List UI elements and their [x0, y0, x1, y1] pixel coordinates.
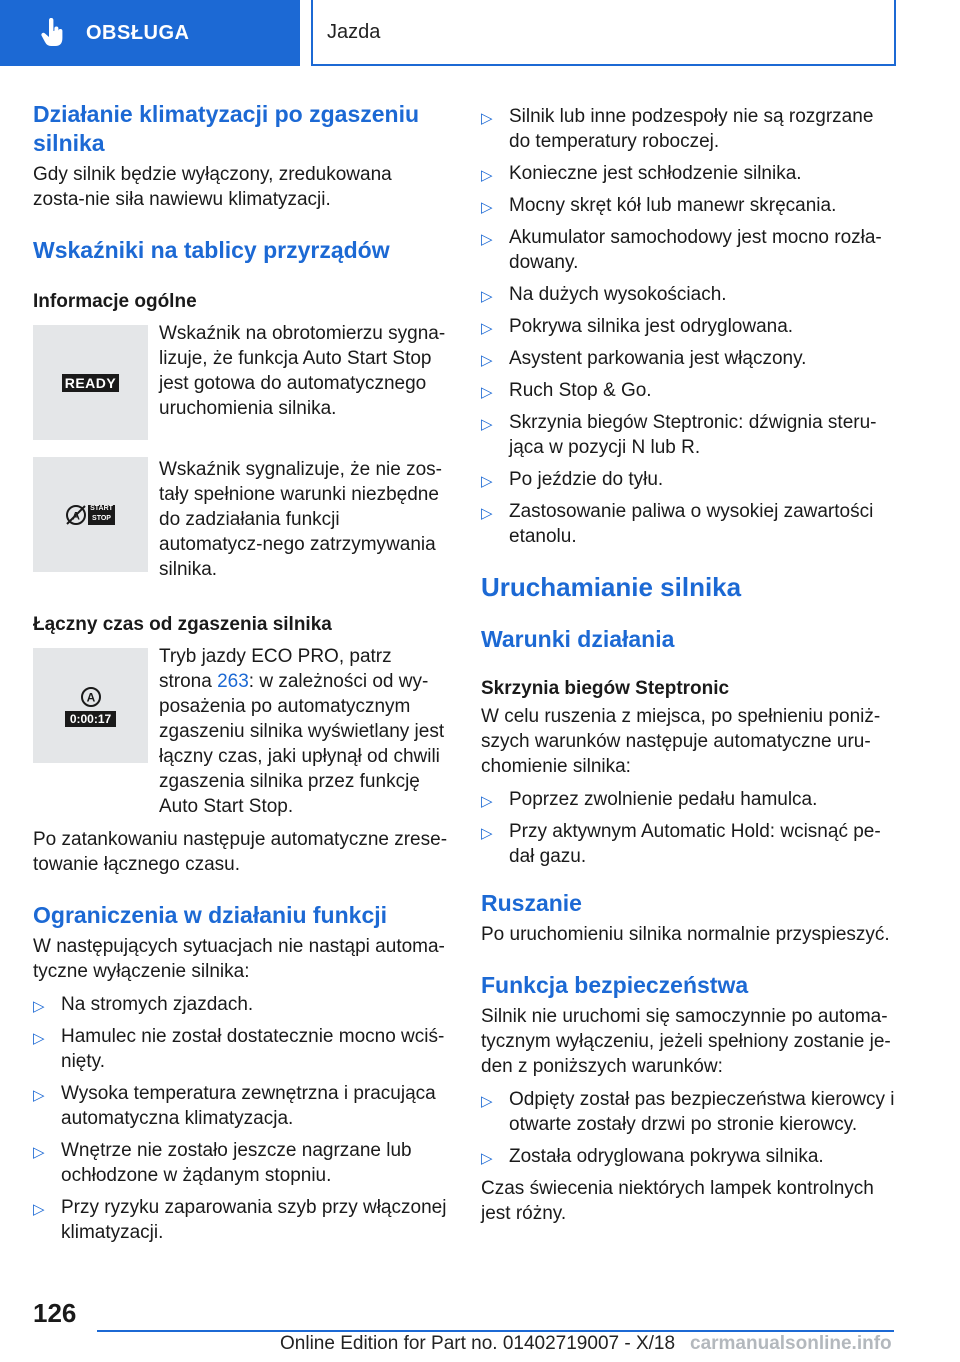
triangle-right-icon: ▷ — [33, 1201, 45, 1218]
list-item: ▷ Zastosowanie paliwa o wysokiej zawartości etanolu. — [481, 501, 874, 547]
stop-indicator-text: Wskaźnik sygnalizuje, że nie zos-tały spełnione warunki niezbędne do zadziałania funkcji automatycz-nego zatrzymywania silnika. — [159, 459, 442, 580]
right-column — [481, 100, 896, 1226]
section-tab-obsluga — [0, 0, 300, 66]
heading-ruszanie: Ruszanie — [481, 890, 582, 916]
timer-indicator-image — [33, 648, 148, 763]
list-item: ▷ Odpięty został pas bezpieczeństwa kierowcy i otwarte zostały drzwi po stronie kierowcy. — [481, 1089, 895, 1135]
para-ograniczenia: W następujących sytuacjach nie nastąpi automa-tyczne wyłączenie silnika: — [33, 936, 445, 982]
section-label: OBSŁUGA — [86, 21, 190, 44]
list-item: ▷ Silnik lub inne podzespoły nie są rozgrzane do temperatury roboczej. — [481, 106, 874, 152]
page-number: 126 — [33, 1298, 77, 1328]
start-stop-badge: START STOP — [90, 505, 113, 522]
para-klimatyzacja: Gdy silnik będzie wyłączony, zredukowana zosta-nie siła nawiewu klimatyzacji. — [33, 164, 392, 210]
chapter-label: Jazda — [327, 20, 381, 43]
heading-bezpieczenstwo: Funkcja bezpieczeństwa — [481, 972, 749, 998]
heading-warunki: Warunki działania — [481, 626, 675, 652]
timer-text-b: : w zależności od wy-posażenia po automatycznym zgaszeniu silnika wyświetlany jest łączny czas, jaki upłynął od chwili zgaszenia silnika przez funkcję Auto Start Stop. — [159, 671, 445, 817]
list-item: ▷ Przy ryzyku zaparowania szyb przy włączonej klimatyzacji. — [33, 1197, 447, 1243]
triangle-right-icon: ▷ — [481, 320, 493, 337]
triangle-right-icon: ▷ — [481, 473, 493, 490]
ograniczenia-list-continued — [481, 104, 896, 549]
ograniczenia-list — [33, 992, 448, 1245]
svg-text:A: A — [86, 690, 95, 704]
triangle-right-icon: ▷ — [481, 231, 493, 248]
footer-divider — [97, 1330, 894, 1332]
triangle-right-icon: ▷ — [481, 110, 493, 127]
triangle-right-icon: ▷ — [33, 1087, 45, 1104]
list-item: ▷ Na dużych wysokościach. — [481, 282, 896, 307]
list-item: ▷ Pokrywa silnika jest odryglowana. — [481, 314, 896, 339]
heading-laczny-czas: Łączny czas od zgaszenia silnika — [33, 614, 332, 635]
list-item: ▷ Akumulator samochodowy jest mocno rozła-dowany. — [481, 227, 882, 273]
warunki-list — [481, 787, 896, 869]
ready-indicator-text: Wskaźnik na obrotomierzu sygna-lizuje, że funkcja Auto Start Stop jest gotowa do automatycznego uruchomienia silnika. — [159, 323, 446, 419]
timer-readout: 0:00:17 — [65, 711, 116, 727]
triangle-right-icon: ▷ — [481, 199, 493, 216]
para-ruszanie: Po uruchomieniu silnika normalnie przyspieszyć. — [481, 924, 890, 945]
triangle-right-icon: ▷ — [481, 384, 493, 401]
triangle-right-icon: ▷ — [33, 1144, 45, 1161]
auto-start-stop-icon — [79, 685, 103, 709]
svg-text:A: A — [71, 510, 80, 522]
heading-uruchamianie: Uruchamianie silnika — [481, 572, 742, 602]
list-item: ▷ Skrzynia biegów Steptronic: dźwignia steru-jąca w pozycji N lub R. — [481, 412, 877, 458]
list-item: ▷ Została odryglowana pokrywa silnika. — [481, 1144, 896, 1169]
para-bezpieczenstwo: Silnik nie uruchomi się samoczynnie po automa-tycznym wyłączeniu, jeżeli spełniony zostanie je-den z poniższych warunków: — [481, 1006, 891, 1077]
page-link-263[interactable]: 263 — [217, 671, 249, 692]
list-item: ▷ Konieczne jest schłodzenie silnika. — [481, 161, 896, 186]
timer-text-a: Tryb jazdy ECO PRO, patrz strona — [159, 646, 392, 692]
triangle-right-icon: ▷ — [481, 505, 493, 522]
list-item: ▷ Ruch Stop & Go. — [481, 378, 896, 403]
para-zatankowanie: Po zatankowaniu następuje automatyczne zrese-towanie łącznego czasu. — [33, 829, 448, 875]
list-item: ▷ Poprzez zwolnienie pedału hamulca. — [481, 787, 896, 812]
chapter-tab-jazda — [311, 0, 896, 66]
list-item: ▷ Po jeździe do tyłu. — [481, 467, 896, 492]
heading-ograniczenia: Ograniczenia w działaniu funkcji — [33, 902, 388, 928]
para-warunki: W celu ruszenia z miejsca, po spełnieniu poniż-szych warunków następuje automatyczne uru-chomienie silnika: — [481, 706, 881, 777]
triangle-right-icon: ▷ — [33, 1030, 45, 1047]
triangle-right-icon: ▷ — [481, 416, 493, 433]
triangle-right-icon: ▷ — [481, 825, 493, 842]
start-stop-off-image — [33, 457, 148, 572]
list-item: ▷ Asystent parkowania jest włączony. — [481, 346, 896, 371]
bezpieczenstwo-list — [481, 1087, 896, 1169]
triangle-right-icon: ▷ — [481, 793, 493, 810]
list-item: ▷ Wysoka temperatura zewnętrzna i pracująca automatyczna klimatyzacja. — [33, 1083, 436, 1129]
hand-pointer-icon — [40, 18, 66, 48]
page-header — [0, 0, 960, 66]
footer-edition: Online Edition for Part no. 01402719007 - X/18 — [280, 1333, 676, 1354]
ready-indicator-row — [33, 321, 448, 437]
watermark: carmanualsonline.info — [690, 1333, 892, 1354]
heading-klimatyzacja: Działanie klimatyzacji po zgaszeniu silnika — [33, 101, 420, 156]
triangle-right-icon: ▷ — [33, 998, 45, 1015]
ready-indicator-image — [33, 325, 148, 440]
list-item: ▷ Wnętrze nie zostało jeszcze nagrzane lub ochłodzone w żądanym stopniu. — [33, 1140, 412, 1186]
list-item: ▷ Przy aktywnym Automatic Hold: wcisnąć pe-dał gazu. — [481, 821, 881, 867]
left-column — [33, 100, 448, 1252]
triangle-right-icon: ▷ — [481, 288, 493, 305]
heading-wskazniki: Wskaźniki na tablicy przyrządów — [33, 237, 390, 263]
list-item: ▷ Mocny skręt kół lub manewr skręcania. — [481, 193, 896, 218]
list-item: ▷ Na stromych zjazdach. — [33, 992, 448, 1017]
heading-informacje: Informacje ogólne — [33, 291, 197, 312]
triangle-right-icon: ▷ — [481, 1150, 493, 1167]
ready-badge: READY — [62, 374, 120, 392]
triangle-right-icon: ▷ — [481, 1093, 493, 1110]
stop-indicator-row — [33, 457, 448, 582]
heading-skrzynia: Skrzynia biegów Steptronic — [481, 678, 730, 699]
triangle-right-icon: ▷ — [481, 352, 493, 369]
list-item: ▷ Hamulec nie został dostatecznie mocno wciś-nięty. — [33, 1026, 445, 1072]
timer-section — [33, 644, 448, 819]
triangle-right-icon: ▷ — [481, 167, 493, 184]
para-lampki: Czas świecenia niektórych lampek kontrolnych jest różny. — [481, 1178, 874, 1224]
